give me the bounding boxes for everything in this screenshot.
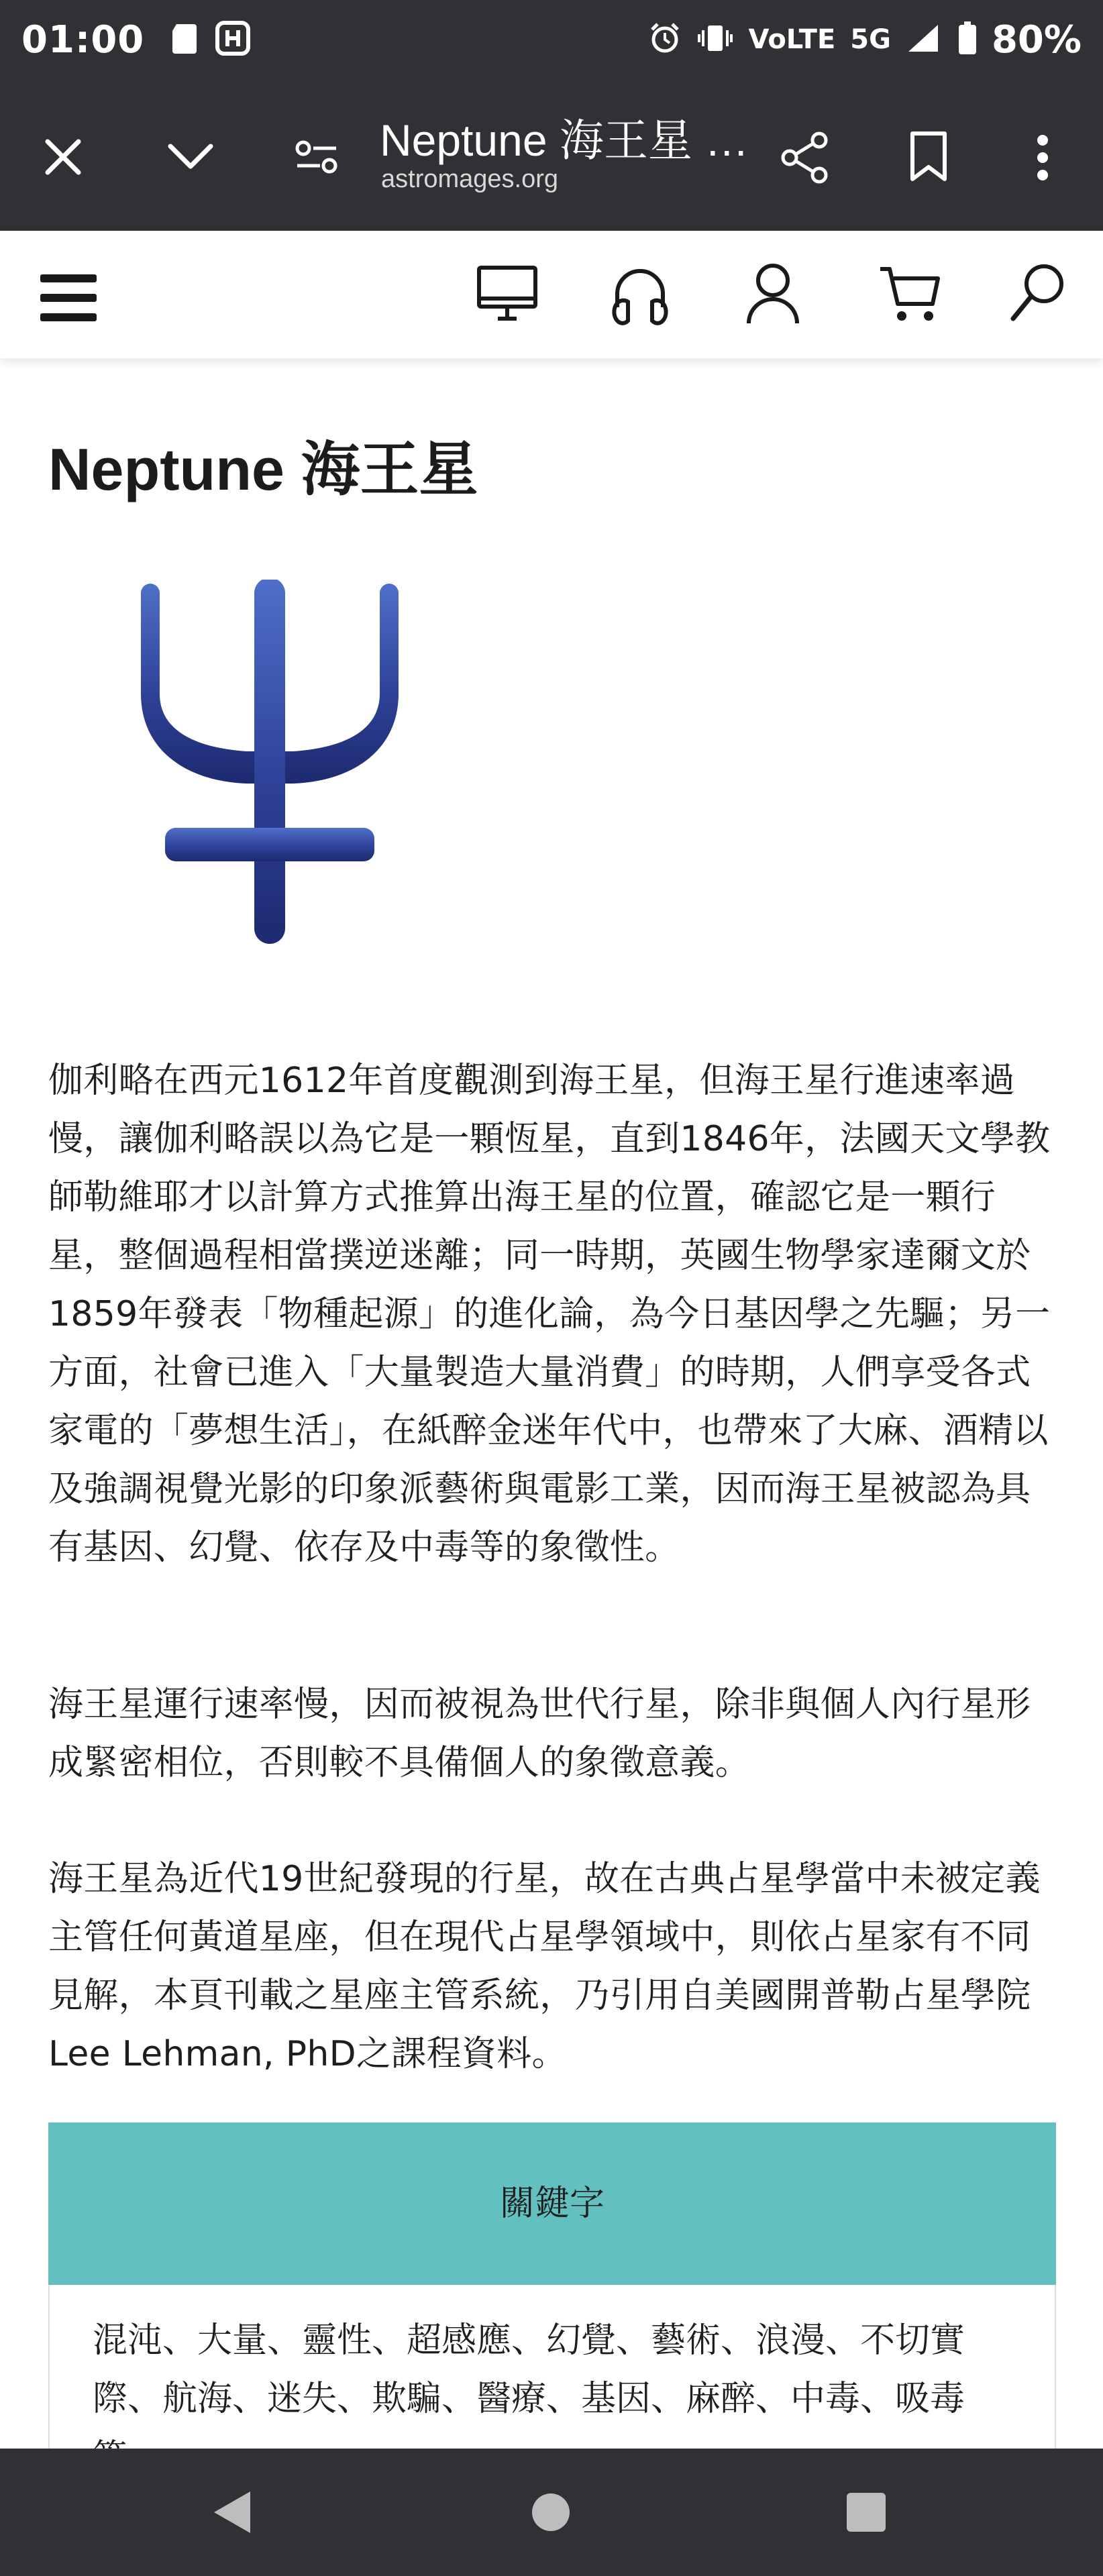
cart-icon[interactable] xyxy=(876,258,943,330)
volte-label: VoLTE xyxy=(748,24,836,55)
chevron-down-icon[interactable] xyxy=(164,136,217,178)
network-label: 5G xyxy=(850,24,891,55)
user-icon[interactable] xyxy=(741,258,805,330)
status-time: 01:00 xyxy=(21,17,145,62)
system-navigation-bar xyxy=(0,2449,1103,2576)
keywords-table xyxy=(48,2123,1056,2459)
search-icon[interactable] xyxy=(1005,258,1069,327)
headphones-icon[interactable] xyxy=(607,260,674,330)
signal-icon xyxy=(906,22,943,57)
close-icon[interactable] xyxy=(38,131,89,182)
vibrate-icon xyxy=(696,23,734,56)
keywords-text: 混沌、大量、靈性、超感應、幻覺、藝術、浪漫、不切實際、航海、迷失、欺騙、醫療、基因、麻醉、中毒、吸毒 xyxy=(48,2285,1056,2459)
browser-url[interactable]: astromages.org xyxy=(381,165,559,193)
share-icon[interactable] xyxy=(776,129,833,186)
keywords-header: 關鍵字 xyxy=(48,2123,1056,2285)
neptune-symbol-icon xyxy=(129,580,411,955)
browser-page-title[interactable]: Neptune 海王星 … xyxy=(380,115,749,165)
battery-icon xyxy=(958,21,977,58)
app-notification-icon xyxy=(215,21,250,58)
back-icon[interactable] xyxy=(201,2482,262,2542)
paragraph-rulership: 海王星為近代19世紀發現的行星，故在古典占星學當中未被定義主管任何黃道星座，但在現代占星學領域中，則依占星家有不同見解，本頁刊載之星座主管系統，乃引用自美國開普勒占星學院Lee Lehman, PhD之課程資料。 xyxy=(48,1859,1041,2074)
status-bar xyxy=(0,0,1103,79)
home-icon[interactable] xyxy=(521,2482,581,2542)
battery-level: 80% xyxy=(991,17,1082,62)
more-vert-icon[interactable] xyxy=(1022,129,1063,186)
bookmark-icon[interactable] xyxy=(902,127,955,185)
paragraph-history: 伽利略在西元1612年首度觀測到海王星，但海王星行進速率過慢，讓伽利略誤以為它是一顆恆星，直到1846年，法國天文學教師勒維耶才以計算方式推算出海王星的位置，確認它是一顆行星，整個過程相當撲逆迷離；同一時期，英國生物學家達爾文於1859年發表「物種起源」的進化論，為今日基因學之先驅；另一方面，社會已進入「大量製造大量消費」的時期，人們享受各式家電的「夢想生活」，在紙醉金迷年代中，也帶來了大麻、酒精以及強調視覺光影的印象派藝術與電影工業，因而海王星被認為具有基因、幻覺、依存及中毒等的象徵性。 xyxy=(48,1061,1051,1568)
recents-icon[interactable] xyxy=(836,2482,896,2542)
hamburger-menu-icon[interactable] xyxy=(38,271,99,325)
monitor-icon[interactable] xyxy=(474,260,541,327)
paragraph-generation: 海王星運行速率慢，因而被視為世代行星，除非與個人內行星形成緊密相位，否則較不具備個人的象徵意義。 xyxy=(48,1684,1031,1783)
site-settings-icon[interactable] xyxy=(293,133,341,181)
browser-toolbar xyxy=(0,79,1103,231)
sd-card-icon xyxy=(171,23,198,56)
page-title: Neptune 海王星 xyxy=(48,436,478,502)
site-header xyxy=(0,231,1103,358)
alarm-icon xyxy=(648,21,682,58)
